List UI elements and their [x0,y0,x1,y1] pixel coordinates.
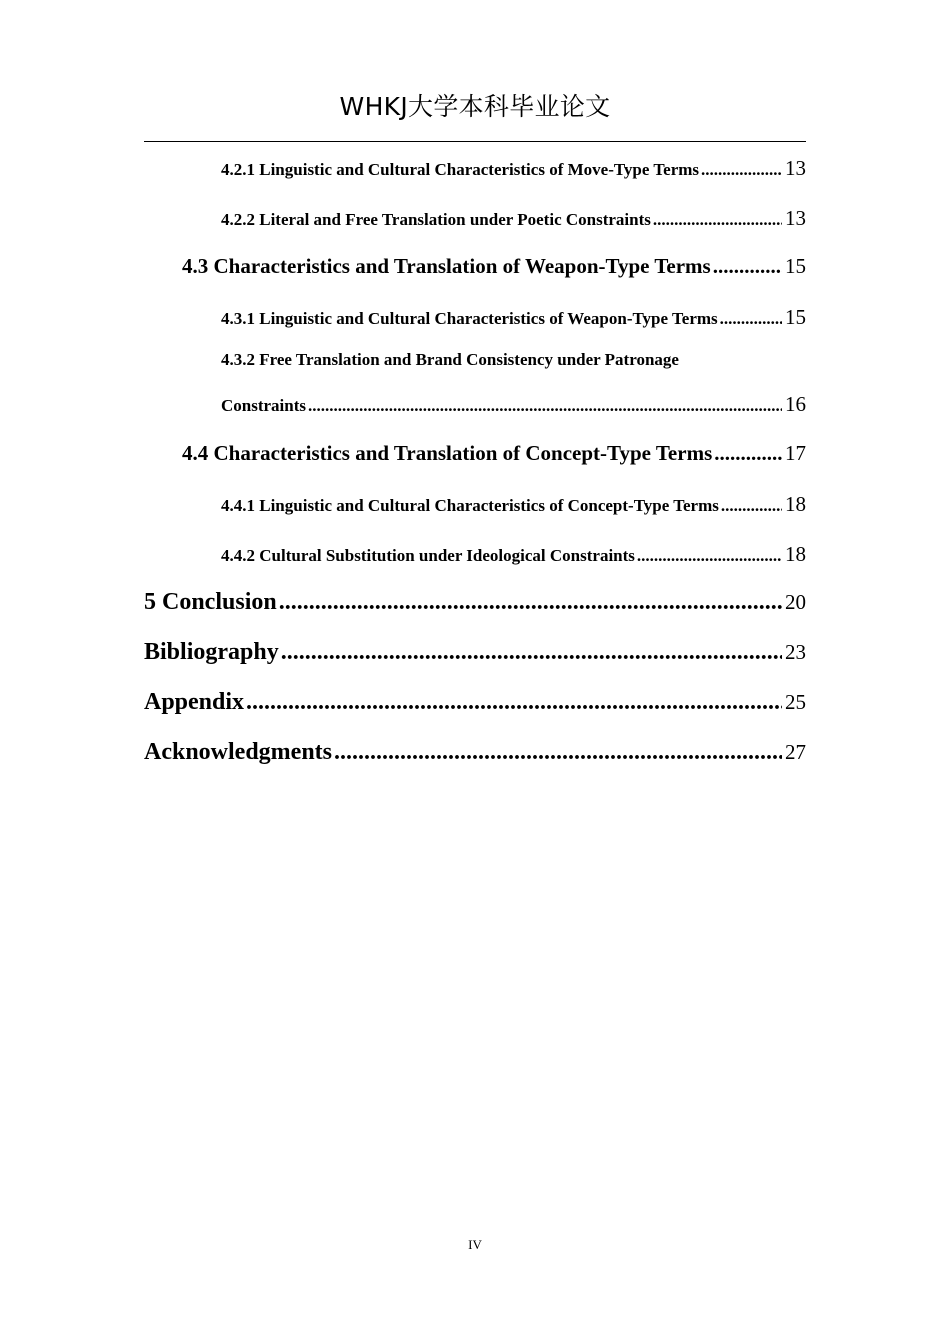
toc-entry-label: 4.2.2 Literal and Free Translation under Poetic Constraints [221,210,651,229]
toc-dot-leader [246,689,782,716]
toc-entry-page: 23 [785,640,806,664]
toc-entry-label: Bibliography [144,639,279,665]
toc-entry-bibliography[interactable] [144,639,806,666]
toc-entry-appendix[interactable] [144,689,806,716]
toc-entry-label: 4.4.2 Cultural Substitution under Ideological Constraints [221,546,635,565]
toc-entry-label: 4.4.1 Linguistic and Cultural Characteristics of Concept-Type Terms [221,496,719,515]
toc-entry-label: 4.4 Characteristics and Translation of Concept-Type Terms [182,441,713,465]
toc-entry-4-3-2[interactable] [221,392,806,417]
toc-entry-page: 16 [785,392,806,416]
toc-dot-leader [714,441,782,466]
toc-entry-4-4-1[interactable] [221,492,806,517]
toc-entry-label: Appendix [144,689,245,715]
toc-dot-leader [334,739,782,766]
toc-dot-leader [653,210,782,230]
toc-dot-leader [701,160,782,180]
toc-entry-conclusion[interactable] [144,589,806,616]
toc-entry-page: 13 [785,156,806,180]
page-header-title: WHKJ大学本科毕业论文 [339,92,611,121]
page-number: IV [468,1237,482,1252]
toc-entry-page: 13 [785,206,806,230]
toc-entry-page: 25 [785,690,806,714]
toc-entry-4-2-2[interactable] [221,206,806,231]
toc-entry-page: 18 [785,492,806,516]
toc-entry-label: 5 Conclusion [144,589,277,615]
toc-entry-label: 4.2.1 Linguistic and Cultural Characteristics of Move-Type Terms [221,160,700,179]
toc-entry-label: Acknowledgments [144,739,333,765]
toc-dot-leader [279,589,782,616]
toc-dot-leader [720,309,782,329]
toc-entry-label: 4.3.1 Linguistic and Cultural Characteristics of Weapon-Type Terms [221,309,718,328]
toc-dot-leader [721,496,782,516]
toc-dot-leader [308,396,782,416]
toc-dot-leader [713,254,782,279]
toc-dot-leader [637,546,782,566]
toc-entry-4-3-2-line1[interactable]: 4.3.2 Free Translation and Brand Consistency under Patronage [221,350,679,369]
toc-entry-4-3-1[interactable] [221,305,806,330]
toc-entry-page: 15 [785,254,806,278]
toc-entry-label: 4.3 Characteristics and Translation of Weapon-Type Terms [182,254,711,278]
toc-entry-page: 27 [785,740,806,764]
toc-entry-4-4-2[interactable] [221,542,806,567]
toc-entry-page: 15 [785,305,806,329]
toc-entry-label: Constraints [221,396,307,415]
toc-entry-4-2-1[interactable] [221,156,806,181]
toc-entry-page: 20 [785,590,806,614]
toc-entry-4-3[interactable] [182,254,806,279]
toc-dot-leader [281,639,782,666]
header-divider [144,141,806,142]
toc-entry-page: 18 [785,542,806,566]
toc-entry-acknowledgments[interactable] [144,739,806,766]
toc-entry-4-4[interactable] [182,441,806,466]
toc-entry-page: 17 [785,441,806,465]
